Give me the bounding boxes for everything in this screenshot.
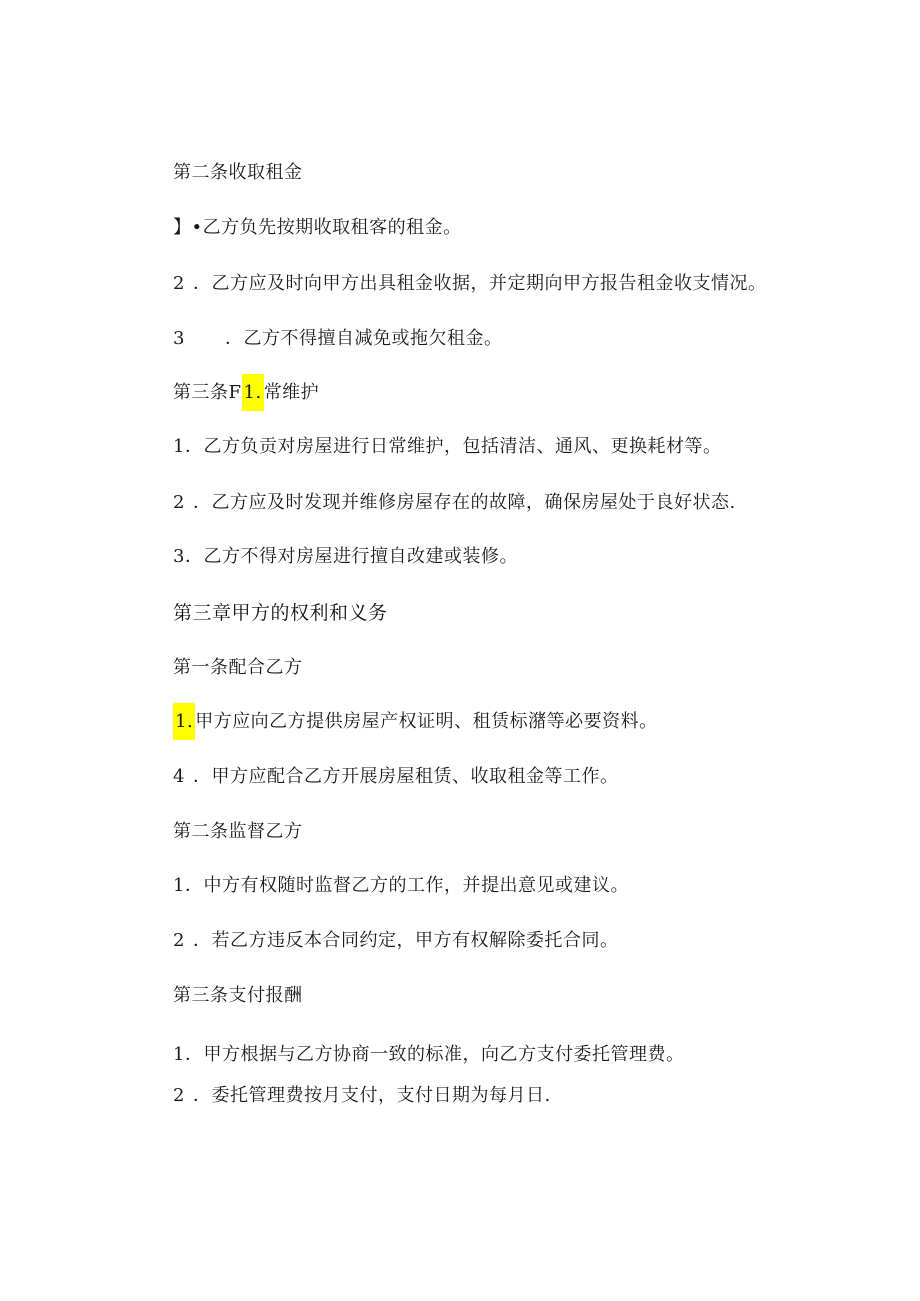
item-number: 1 bbox=[173, 1044, 185, 1065]
item-number: 3 bbox=[173, 546, 185, 567]
list-item: 2 ．委托管理费按月支付，支付日期为每月日. bbox=[173, 1085, 551, 1106]
list-item: 2 ．乙方应及时发现并维修房屋存在的故障，确保房屋处于良好状态. bbox=[173, 492, 736, 513]
chapter-heading: 第三章甲方的权利和义务 bbox=[173, 602, 388, 624]
highlighted-text: 1. bbox=[242, 374, 264, 411]
list-item: 】•乙方负先按期收取租客的租金。 bbox=[173, 217, 462, 238]
item-number: 2 bbox=[173, 1085, 185, 1106]
list-item: 4 ．甲方应配合乙方开展房屋租赁、收取租金等工作。 bbox=[173, 766, 619, 787]
list-item: 1．乙方负贡对房屋进行日常维护，包括清洁、通风、更换耗材等。 bbox=[173, 436, 722, 457]
item-number: 2 bbox=[173, 492, 185, 513]
article-heading: 第二条收取租金 bbox=[173, 162, 303, 183]
item-number: 1 bbox=[173, 875, 185, 896]
item-number: 2 bbox=[173, 930, 185, 951]
article-heading: 第三条F 1. 常维护 bbox=[173, 381, 319, 405]
item-number: 2 bbox=[173, 273, 185, 294]
article-heading: 第一条配合乙方 bbox=[173, 657, 303, 678]
list-item: 3 ．乙方不得擅自减免或拖欠租金。 bbox=[173, 328, 503, 349]
item-number: 3 bbox=[173, 328, 185, 349]
list-item: 2 ．乙方应及时向甲方出具租金收据，并定期向甲方报告租金收支情况。 bbox=[173, 273, 767, 294]
item-number: 4 bbox=[173, 766, 185, 787]
list-item: 1．中方有权随时监督乙方的工作，并提出意见或建议。 bbox=[173, 875, 629, 896]
list-item: 1．甲方根据与乙方协商一致的标准，向乙方支付委托管理费。 bbox=[173, 1044, 685, 1065]
item-number: 1 bbox=[173, 436, 185, 457]
article-heading: 第二条监督乙方 bbox=[173, 821, 303, 842]
list-item: 2 ．若乙方违反本合同约定，甲方有权解除委托合同。 bbox=[173, 930, 619, 951]
list-item: 1. 甲方应向乙方提供房屋产权证明、租赁标潴等必要资料。 bbox=[173, 710, 658, 734]
article-heading: 第三条支付报酬 bbox=[173, 985, 303, 1006]
highlighted-text: 1. bbox=[173, 703, 195, 740]
list-item: 3．乙方不得对房屋进行擅自改建或装修。 bbox=[173, 546, 518, 567]
